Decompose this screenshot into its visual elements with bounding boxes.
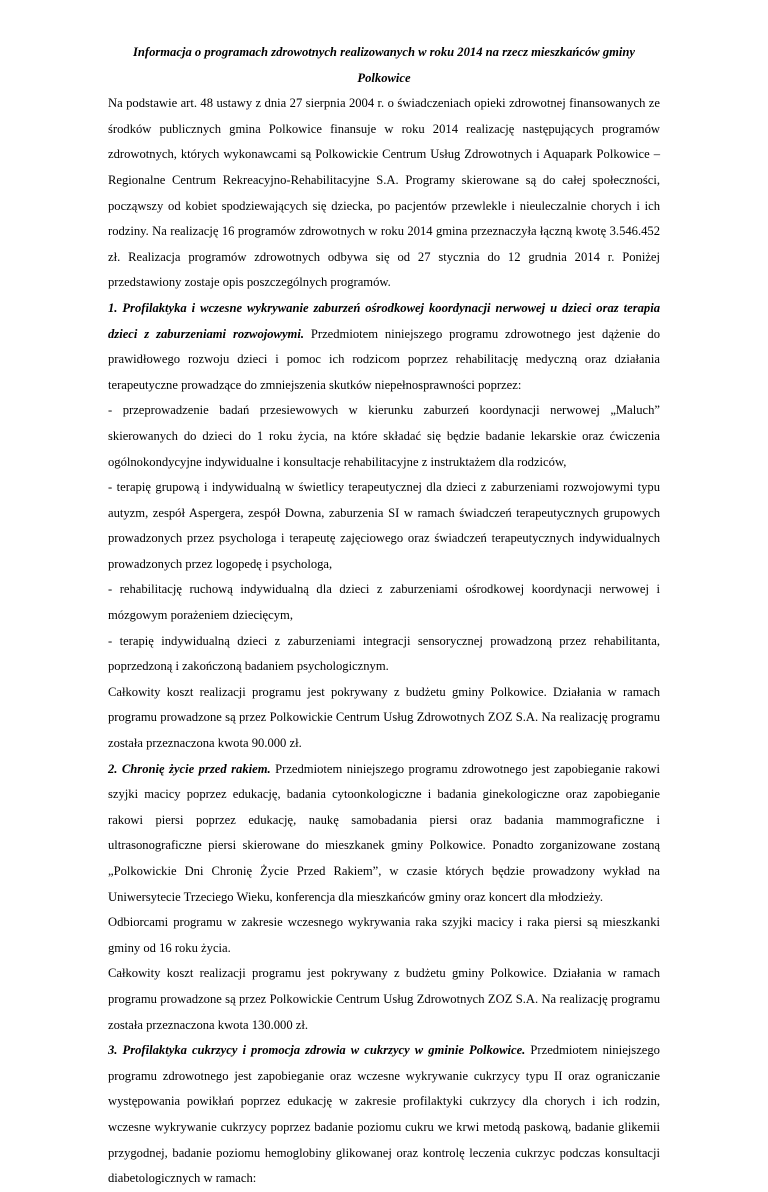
- section-1-cost: Całkowity koszt realizacji programu jest pokrywany z budżetu gminy Polkowice. Działania w ramach programu prowadzone są przez Polkowickie Centrum Usług Zdrowotnych ZOZ S.A. Na realizację programu została przeznaczona kwota 90.000 zł.: [108, 684, 660, 751]
- intro-paragraph: Na podstawie art. 48 ustawy z dnia 27 sierpnia 2004 r. o świadczeniach opieki zdrowotnej finansowanych ze środków publicznych gmina Polkowice finansuje w roku 2014 realizację następujących programów zdrowotnych, których wykonawcami są Polkowickie Centrum Usług Zdrowotnych i Aquapark Polkowice – Regionalne Centrum Rekreacyjno-Rehabilitacyjne S.A. Programy skierowane są do całej społeczności, począwszy od kobiet spodziewających się dziecka, po pacjentów przewlekle i nieuleczalnie chorych i ich rodziny. Na realizację 16 programów zdrowotnych w roku 2014 gmina przeznaczyła łączną kwotę 3.546.452 zł. Realizacja programów zdrowotnych odbywa się od 27 stycznia do 12 grudnia 2014 r. Poniżej przedstawiony zostaje opis poszczególnych programów.: [108, 96, 660, 290]
- section-1-heading: 1. Profilaktyka i wczesne wykrywanie zaburzeń ośrodkowej koordynacji nerwowej u dzieci oraz terapia dzieci z zaburzeniami rozwojowymi.: [108, 300, 660, 341]
- section-1-paragraph: [108, 296, 660, 398]
- section-1-item: - terapię grupową i indywidualną w świetlicy terapeutycznej dla dzieci z zaburzeniami rozwojowymi typu autyzm, zespół Aspergera, zespół Downa, zaburzenia SI w ramach świadczeń terapeutycznych grupowych prowadzonych przez psychologa i terapeutę zajęciowego oraz świadczeń terapeutycznych indywidualnych prowadzonych przez logopedę i psychologa,: [108, 480, 660, 571]
- section-3-heading: 3. Profilaktyka cukrzycy i promocja zdrowia w cukrzycy w gminie Polkowice.: [108, 1043, 526, 1058]
- section-1-lead: Przedmiotem niniejszego programu zdrowotnego jest dążenie do prawidłowego rozwoju dzieci i pomoc ich rodzicom poprzez rehabilitację medyczną oraz działania terapeutyczne prowadzące do zmniejszenia skutków niepełnosprawności poprzez:: [108, 326, 660, 392]
- section-2-heading: 2. Chronię życie przed rakiem.: [108, 761, 271, 776]
- section-1-item: - rehabilitację ruchową indywidualną dla dzieci z zaburzeniami ośrodkowej koordynacji nerwowej i mózgowym porażeniem dziecięcym,: [108, 582, 660, 623]
- section-3-paragraph: [108, 1038, 660, 1192]
- section-2-recipients: Odbiorcami programu w zakresie wczesnego wykrywania raka szyjki macicy i raka piersi są mieszkanki gminy od 16 roku życia.: [108, 915, 660, 955]
- section-2-cost: Całkowity koszt realizacji programu jest pokrywany z budżetu gminy Polkowice. Działania w ramach programu prowadzone są przez Polkowickie Centrum Usług Zdrowotnych ZOZ S.A. Na realizację programu została przeznaczona kwota 130.000 zł.: [108, 966, 660, 1032]
- section-1-item: - terapię indywidualną dzieci z zaburzeniami integracji sensorycznej prowadzoną przez rehabilitanta, poprzedzoną i zakończoną badaniem psychologicznym.: [108, 633, 660, 674]
- section-2-paragraph: [108, 757, 660, 911]
- document-title: Informacja o programach zdrowotnych realizowanych w roku 2014 na rzecz mieszkańców gminy Polkowice: [132, 45, 636, 85]
- section-3-lead: Przedmiotem niniejszego programu zdrowotnego jest zapobieganie oraz wczesne wykrywanie cukrzycy typu II oraz ograniczanie występowania powikłań poprzez edukację w zakresie profilaktyki cukrzycy dla chorych i ich rodzin, wczesne wykrywanie cukrzycy poprzez badanie poziomu cukru we krwi metodą paskową, badanie glikemii przygodnej, badanie poziomu hemoglobiny glikowanej oraz kontrolę leczenia cukrzyc podczas konsultacji diabetologicznych w ramach:: [108, 1043, 660, 1186]
- section-1-item: - przeprowadzenie badań przesiewowych w kierunku zaburzeń koordynacji nerwowej „Maluch” skierowanych do dzieci do 1 roku życia, na które składać się będzie badanie lekarskie oraz ćwiczenia ogólnokondycyjne indywidualne i konsultacje rehabilitacyjne z instruktażem dla rodziców,: [108, 403, 660, 469]
- section-2-lead: Przedmiotem niniejszego programu zdrowotnego jest zapobieganie rakowi szyjki macicy poprzez edukację, badania cytoonkologiczne i badania ginekologiczne oraz zapobieganie rakowi piersi poprzez edukację, naukę samobadania piersi oraz badania mammograficzne i ultrasonograficzne piersi skierowane do mieszkanek gminy Polkowice. Ponadto zorganizowane zostaną „Polkowickie Dni Chronię Życie Przed Rakiem”, w czasie których będzie prowadzony wykład na Uniwersytecie Trzeciego Wieku, konferencja dla mieszkańców gminy oraz koncert dla młodzieży.: [108, 761, 660, 904]
